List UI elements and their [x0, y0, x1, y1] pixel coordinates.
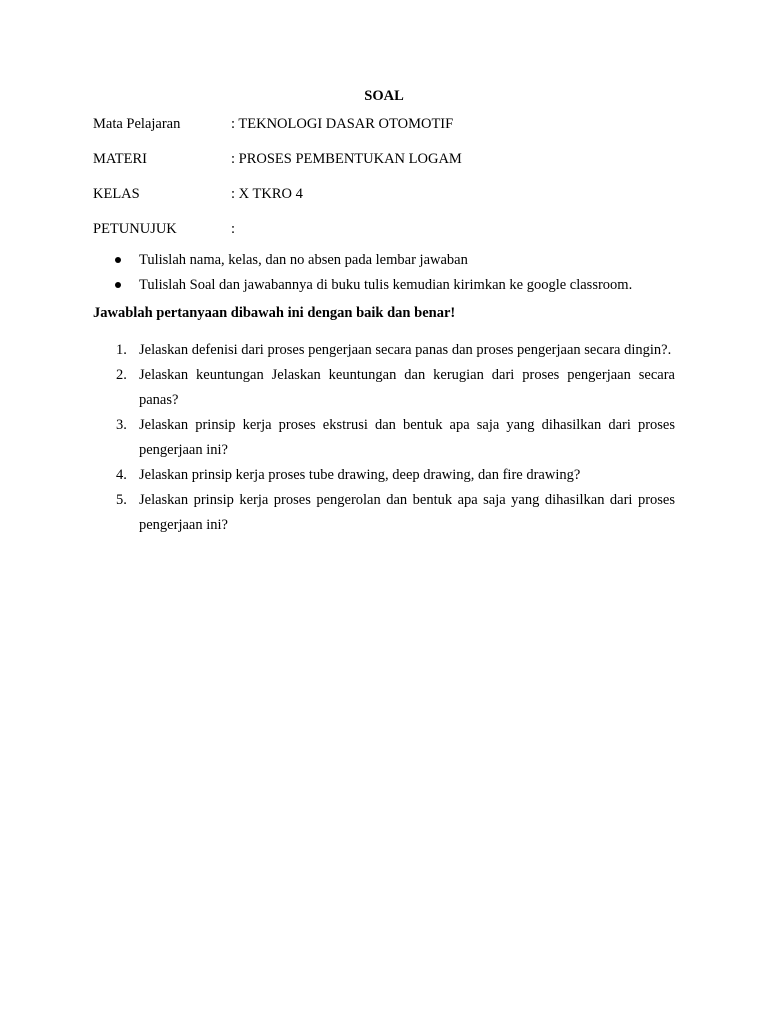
meta-label: KELAS	[93, 186, 140, 202]
bullet-icon	[115, 257, 121, 263]
list-item	[93, 413, 675, 463]
document-title: SOAL	[364, 88, 404, 104]
list-item	[93, 463, 675, 488]
question-list	[93, 338, 675, 538]
list-item	[93, 338, 675, 363]
question-text: Jelaskan keuntungan Jelaskan keuntungan dan kerugian dari proses pengerjaan secara panas?	[139, 367, 675, 408]
meta-value: : PROSES PEMBENTUKAN LOGAM	[231, 151, 462, 167]
question-number: 3.	[116, 417, 127, 433]
meta-row-subject	[93, 114, 675, 149]
meta-row-instructions	[93, 219, 675, 250]
question-number: 2.	[116, 367, 127, 383]
question-text: Jelaskan prinsip kerja proses ekstrusi dan bentuk apa saja yang dihasilkan dari proses pengerjaan ini?	[139, 417, 675, 458]
meta-label: MATERI	[93, 151, 147, 167]
document-page	[93, 86, 675, 538]
bullet-text: Tulislah nama, kelas, dan no absen pada lembar jawaban	[139, 252, 468, 268]
meta-row-material	[93, 149, 675, 184]
list-item	[93, 275, 675, 300]
question-number: 4.	[116, 467, 127, 483]
list-item	[93, 250, 675, 275]
question-number: 5.	[116, 492, 127, 508]
meta-label: PETUNUJUK	[93, 221, 177, 237]
meta-value: :	[231, 221, 236, 237]
bullet-text: Tulislah Soal dan jawabannya di buku tulis kemudian kirimkan ke google classroom.	[139, 277, 633, 293]
meta-label: Mata Pelajaran	[93, 116, 181, 132]
question-text: Jelaskan prinsip kerja proses pengerolan dan bentuk apa saja yang dihasilkan dari proses pengerjaan ini?	[139, 492, 675, 533]
question-text: Jelaskan prinsip kerja proses tube drawing, deep drawing, dan fire drawing?	[139, 467, 581, 483]
questions-instruction: Jawablah pertanyaan dibawah ini dengan baik dan benar!	[93, 305, 456, 321]
meta-row-class	[93, 184, 675, 219]
meta-value: : X TKRO 4	[231, 186, 303, 202]
list-item	[93, 488, 675, 538]
instruction-bullet-list	[93, 250, 675, 300]
meta-value: : TEKNOLOGI DASAR OTOMOTIF	[231, 116, 454, 132]
bullet-icon	[115, 282, 121, 288]
list-item	[93, 363, 675, 413]
question-number: 1.	[116, 342, 127, 358]
question-text: Jelaskan defenisi dari proses pengerjaan secara panas dan proses pengerjaan secara dingin?.	[139, 342, 672, 358]
